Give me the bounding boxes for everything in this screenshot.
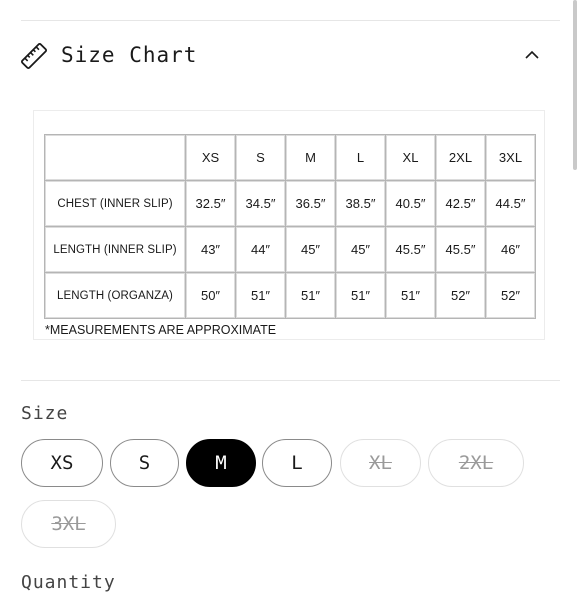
size-option-m[interactable]: M <box>186 439 256 487</box>
table-cell: 44″ <box>236 227 286 273</box>
ruler-icon <box>20 42 48 70</box>
table-cell: 45″ <box>336 227 386 273</box>
table-cell: 42.5″ <box>436 181 486 227</box>
top-divider <box>21 20 560 21</box>
size-chart-table <box>44 134 536 319</box>
table-header-cell <box>45 135 186 181</box>
table-row-label: LENGTH (INNER SLIP) <box>45 227 186 273</box>
table-cell: 34.5″ <box>236 181 286 227</box>
quantity-label: Quantity <box>21 572 116 593</box>
table-cell: 52″ <box>486 273 536 319</box>
size-label: Size <box>21 403 69 424</box>
table-cell: 51″ <box>286 273 336 319</box>
table-cell: 38.5″ <box>336 181 386 227</box>
table-row <box>45 273 536 319</box>
table-row-label: LENGTH (ORGANZA) <box>45 273 186 319</box>
table-header-cell: L <box>336 135 386 181</box>
size-option-xl[interactable]: XL <box>340 439 421 487</box>
table-cell: 45.5″ <box>386 227 436 273</box>
table-cell: 45.5″ <box>436 227 486 273</box>
section-divider <box>21 380 560 381</box>
table-row-label: CHEST (INNER SLIP) <box>45 181 186 227</box>
size-option-2xl[interactable]: 2XL <box>428 439 524 487</box>
table-cell: 51″ <box>336 273 386 319</box>
table-cell: 36.5″ <box>286 181 336 227</box>
size-option-l[interactable]: L <box>262 439 332 487</box>
chevron-up-icon[interactable] <box>524 48 540 60</box>
size-chart-title: Size Chart <box>61 43 198 67</box>
table-header-cell: XL <box>386 135 436 181</box>
table-header-cell: 2XL <box>436 135 486 181</box>
table-cell: 43″ <box>186 227 236 273</box>
table-cell: 51″ <box>236 273 286 319</box>
table-row <box>45 181 536 227</box>
size-option-s[interactable]: S <box>110 439 179 487</box>
table-header-cell: S <box>236 135 286 181</box>
table-header-row <box>45 135 536 181</box>
size-option-xs[interactable]: XS <box>21 439 103 487</box>
table-cell: 45″ <box>286 227 336 273</box>
table-cell: 52″ <box>436 273 486 319</box>
table-cell: 50″ <box>186 273 236 319</box>
table-cell: 40.5″ <box>386 181 436 227</box>
size-chart-accordion-header[interactable] <box>0 22 580 86</box>
table-header-cell: XS <box>186 135 236 181</box>
size-option-3xl[interactable]: 3XL <box>21 500 116 548</box>
table-cell: 32.5″ <box>186 181 236 227</box>
table-row <box>45 227 536 273</box>
table-cell: 51″ <box>386 273 436 319</box>
table-cell: 44.5″ <box>486 181 536 227</box>
table-header-cell: M <box>286 135 336 181</box>
table-header-cell: 3XL <box>486 135 536 181</box>
measurements-note: *MEASUREMENTS ARE APPROXIMATE <box>45 323 277 337</box>
table-cell: 46″ <box>486 227 536 273</box>
